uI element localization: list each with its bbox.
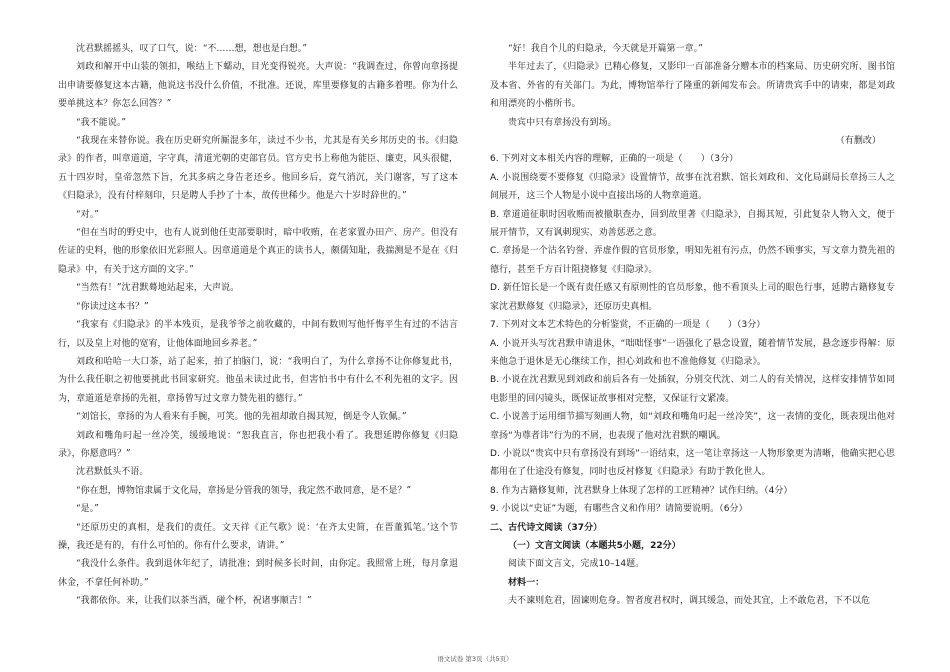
left-paragraph: 沈君默低头不语。	[76, 467, 149, 478]
left-paragraph: “你读过这本书？”	[76, 301, 149, 312]
right-column	[490, 40, 895, 611]
left-paragraph: “我都依你。来，让我们以茶当酒，碰个杯，祝诸事顺吉！”	[76, 596, 312, 607]
right-paragraph: “好！我自个儿的归隐录，今天就是开篇第一章。”	[508, 44, 703, 54]
left-paragraph: “我家有《归隐录》的半本残页，是我爷爷之前收藏的，中间有数则写他忏悔平生有过的不洁言行，以及皇上对他的宽宥，让他体面地回乡养老。”	[58, 320, 458, 349]
left-paragraph: “但在当时的野史中，也有人说到他任吏部要职时，暗中收贿，在老家置办田产、房产。但没有佐证的史料，他的形象依旧光彩照人。因章道道是个真正的读书人，颇儒知耻，我揣测是不是在《归隐录》中，有关于这方面的文字。”	[58, 228, 458, 275]
page-footer: 语文试卷 第3页（共5页）	[437, 655, 513, 663]
left-paragraph: “当然有！”沈君默蓦地站起来，大声说。	[76, 283, 240, 294]
left-column	[58, 40, 458, 611]
right-paragraph: 材料一：	[508, 577, 545, 588]
right-paragraph: 阅读下面文言文，完成10–14题。	[508, 559, 645, 570]
right-paragraph: 8. 作为古籍修复师，沈君默身上体现了怎样的工匠精神？试作归纳。（4分）	[490, 485, 793, 496]
left-paragraph: “刘馆长，章扬的为人看来有手腕，可笑。他的先祖却敢自揭其短，倒是令人钦佩。”	[76, 412, 407, 423]
left-paragraph: 沈君默摇摇头，叹了口气，说：“不……想，想也是白想。”	[76, 44, 308, 54]
right-paragraph: D. 新任馆长是一个既有责任感又有原则性的官员形象，他不看顶头上司的眼色行事，延聘古籍修复专家沈君默修复《归隐录》，还原历史真相。	[490, 283, 895, 312]
right-paragraph: 二、古代诗文阅读（37分）	[490, 522, 603, 533]
left-paragraph: “我不能说。”	[76, 117, 127, 128]
right-paragraph: 夫不谏则危君，固谏则危身。智者度君权时，调其缓急，而处其宜，上不敢危君，下不以危	[508, 596, 871, 607]
right-paragraph: C. 章扬是一个沽名钓誉、弄虚作假的官员形象，明知先祖有污点，仍然不顾事实，写文章力赞先祖的德行，甚至千方百计阻挠修复《归隐录》。	[490, 246, 895, 275]
right-paragraph: C. 小说善于运用细节描写刻画人物，如“刘政和嘴角叼起一丝冷笑”，这一表情的变化，既表现出他对章扬“为尊者讳”行为的不屑，也表现了他对沈君默的嘲讽。	[490, 412, 895, 441]
right-paragraph: 贵宾中只有章扬没有到场。	[508, 117, 617, 128]
right-paragraph: D. 小说以“贵宾中只有章扬没有到场”一语结束，这一笔让章扬这一人物形象更为清晰，他确实把心思都用在了仕途没有修复，同时也反衬修复《归隐录》有助于教化世人。	[490, 448, 895, 478]
right-paragraph: B. 章道道征职时因收贿而被撤职查办，回到故里著《归隐录》，自揭其短，引此复杂人物入文，便于展开情节，又有讽刺现实、劝善惩恶之意。	[490, 209, 895, 239]
left-paragraph: “是。”	[76, 504, 99, 515]
left-paragraph: “我现在来替你说。我在历史研究所厮混多年，读过不少书，尤其是有关乡邦历史的书。《归隐录》的作者，叫章道道，字守真，清道光朝的吏部官员。官方史书上称他为能臣、廉吏，风头很健，五十四岁时，皇帝忽然下旨，允其多病之身告老还乡。他回乡后，竟气消沉，关门谢客，写了这本《归隐录》，没有付梓刻印，只是聘人手抄了十本，故传世稀少。他是六十岁时辞世的。”	[58, 136, 458, 202]
left-paragraph: 刘政和哈哈一大口茶，站了起来，拍了拍脑门，说：“我明白了，为什么章扬不让你修复此书，为什么我任职之初他要挑此书回家研究。他虽未读过此书，但害怕书中有什么不利先祖的文字。因为，章道道是章扬的先祖，章扬曾写过文章力赞先祖的德行。”	[58, 356, 458, 404]
right-paragraph: B. 小说在沈君默见到刘政和前后各有一处插叙，分别交代沈、刘二人的有关情况，这样安排情节如同电影里的回闪镜头，既保证故事相对完整，又保证行文紧凑。	[490, 375, 895, 404]
right-paragraph: （一）文言文阅读（本题共5小题，22分）	[508, 540, 681, 551]
right-paragraph: （有删改）	[835, 136, 881, 147]
right-paragraph: 6. 下列对文本相关内容的理解，正确的一项是（ ）（3分）	[490, 154, 739, 165]
left-paragraph: “你在想，博物馆隶属于文化局，章扬是分管我的领导，我定然不敢同意，是不是？”	[76, 485, 412, 496]
right-paragraph: 半年过去了，《归隐录》已精心修复，又影印一百部准备分赠本市的档案局、历史研究所、图书馆及本省、外省的有关部门。为此，博物馆举行了隆重的新闻发布会。所请贵宾手中的请柬，都是刘政和用漂亮的小楷所书。	[490, 62, 895, 110]
left-paragraph: “还原历史的真相，是我们的责任。文天祥《正气歌》说：‘在齐太史简，在晋董狐笔。’这个节操，我还是有的，有什么可怕的。你有什么要求，请讲。”	[58, 522, 458, 551]
right-paragraph: A. 小说开头写沈君默申请退休，“咄咄怪事”一语强化了悬念设置，随着情节发展，悬念逐步得解：原来他急于退休是无心继续工作，担心刘政和也不准他修复《归隐录》。	[490, 338, 895, 367]
right-paragraph: 9. 小说以“史证”为题，有哪些含义和作用？请简要说明。（6分）	[490, 504, 748, 515]
right-paragraph: A. 小说围绕要不要修复《归隐录》设置情节，故事在沈君默、馆长刘政和、文化局副局长章扬三人之间展开，这三个人物是小说中直接出场的人物章道道。	[490, 172, 895, 202]
right-paragraph: 7. 下列对文本艺术特色的分析鉴赏，不正确的一项是（ ）（3分）	[490, 320, 766, 331]
left-paragraph: 刘政和嘴角叼起一丝冷笑，缓缓地说：“恕我直言，你也把我小看了。我想延聘你修复《归隐录》，你愿意吗？”	[58, 430, 458, 459]
left-paragraph: “我没什么条件。我到退休年纪了，请批准；到时候多长时间，由你定。我照常上班，每月拿退休金，不拿任何补助。”	[58, 559, 458, 588]
left-paragraph: “对。”	[76, 209, 99, 220]
left-paragraph: 刘政和解开中山装的领扣，喉结上下蠕动，目光变得锐亮。大声说：“我调查过，你曾向章扬提出申请要修复这本古籍，他说这书没什么价值，不批准。还说，库里要修复的古籍多着哩。你为什么要单挑这本？你怎么回答？”	[58, 62, 458, 110]
